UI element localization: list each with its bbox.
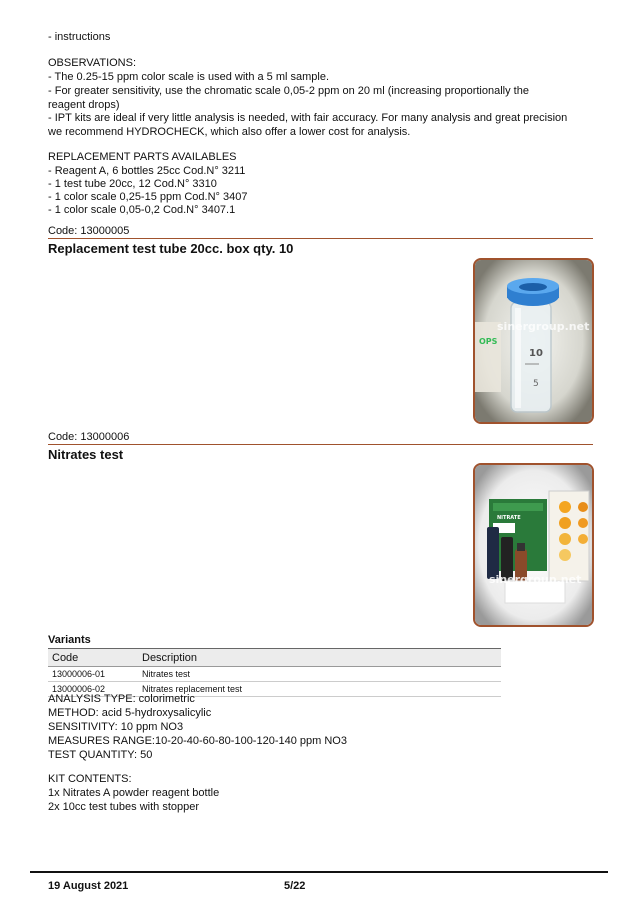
observation-line: - For greater sensitivity, use the chromatic scale 0,05-2 ppm on 20 ml (increasing proportionally the reagent drops) bbox=[48, 85, 529, 111]
watermark-text: sinergroup.net bbox=[489, 573, 582, 586]
replacement-part-item: - Reagent A, 6 bottles 25cc Cod.N° 3211 bbox=[48, 165, 246, 177]
replacement-parts-heading: REPLACEMENT PARTS AVAILABLES bbox=[48, 151, 237, 163]
variant-description-cell: Nitrates test bbox=[138, 667, 501, 682]
kit-contents-heading: KIT CONTENTS: bbox=[48, 773, 132, 785]
product-title: Replacement test tube 20cc. box qty. 10 bbox=[48, 241, 294, 256]
variant-code-cell: 13000006-01 bbox=[48, 667, 138, 682]
page-number: 5/22 bbox=[284, 880, 306, 892]
table-row bbox=[48, 667, 501, 682]
variant-code-cell: 13000006-02 bbox=[48, 682, 138, 697]
kit-label-text: NITRATE bbox=[497, 515, 521, 521]
box-label-text: OPS bbox=[479, 337, 498, 346]
spec-line: SENSITIVITY: 10 ppm NO3 bbox=[48, 721, 184, 733]
footer-date: 19 August 2021 bbox=[48, 880, 129, 892]
replacement-part-item: - 1 color scale 0,05-0,2 Cod.N° 3407.1 bbox=[48, 204, 236, 216]
column-header-code: Code bbox=[48, 649, 138, 667]
footer-divider bbox=[30, 871, 608, 873]
section-divider bbox=[48, 444, 593, 445]
section-divider bbox=[48, 238, 593, 239]
tube-volume-label: 10 bbox=[529, 348, 543, 359]
svg-text:5: 5 bbox=[533, 379, 539, 389]
replacement-part-item: - 1 test tube 20cc, 12 Cod.N° 3310 bbox=[48, 178, 217, 190]
spec-line: TEST QUANTITY: 50 bbox=[48, 749, 153, 761]
kit-content-item: 2x 10cc test tubes with stopper bbox=[48, 801, 200, 813]
spec-line: METHOD: acid 5-hydroxysalicylic bbox=[48, 707, 212, 719]
observation-line: - IPT kits are ideal if very little analysis is needed, with fair accuracy. For many analysis and great precision we recommend HYDROCHECK, which also offer a lower cost for analysis. bbox=[48, 112, 568, 138]
observation-line: - The 0.25-15 ppm color scale is used with a 5 ml sample. bbox=[48, 71, 330, 83]
observations-heading: OBSERVATIONS: bbox=[48, 57, 137, 69]
test-tube-photo bbox=[473, 258, 594, 424]
spec-line: ANALYSIS TYPE: colorimetric bbox=[48, 693, 195, 705]
spec-line: MEASURES RANGE:10-20-40-60-80-100-120-140 ppm NO3 bbox=[48, 735, 347, 747]
variants-heading: Variants bbox=[48, 634, 91, 646]
column-header-description: Description bbox=[138, 649, 501, 667]
product-code: Code: 13000006 bbox=[48, 431, 130, 443]
replacement-part-item: - 1 color scale 0,25-15 ppm Cod.N° 3407 bbox=[48, 191, 248, 203]
table-header-row bbox=[48, 649, 501, 667]
product-code: Code: 13000005 bbox=[48, 225, 130, 237]
nitrates-kit-photo bbox=[473, 463, 594, 627]
variants-table bbox=[48, 648, 501, 697]
product-title: Nitrates test bbox=[48, 447, 124, 462]
variant-description-cell: Nitrates replacement test bbox=[138, 682, 501, 697]
kit-content-item: 1x Nitrates A powder reagent bottle bbox=[48, 787, 220, 799]
watermark-text: sinergroup.net bbox=[497, 320, 590, 333]
instructions-line: - instructions bbox=[48, 31, 111, 43]
